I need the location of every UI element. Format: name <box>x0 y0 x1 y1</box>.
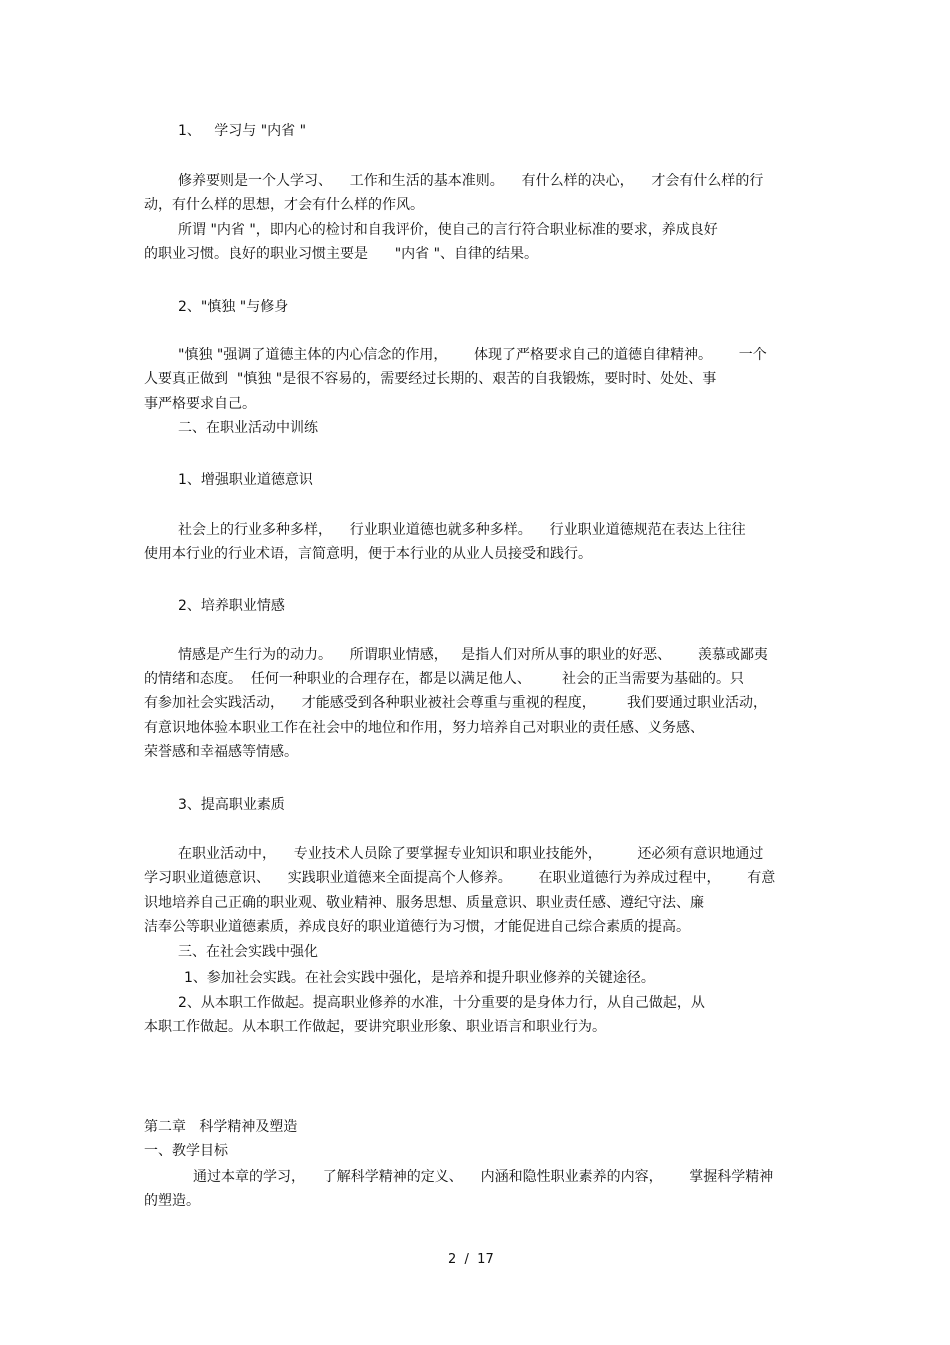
paragraph-line: 使用本行业的行业术语，言简意明，便于本行业的从业人员接受和践行。 <box>144 546 592 562</box>
paragraph-line: "慎独 "强调了道德主体的内心信念的作用， 体现了严格要求自己的道德自律精神。 一个 <box>178 347 767 363</box>
paragraph-line: 学习职业道德意识、 实践职业道德来全面提高个人修养。 在职业道德行为养成过程中， 有意 <box>144 870 776 886</box>
section-heading: 三、在社会实践中强化 <box>178 944 318 960</box>
heading-introspection: 1、 学习与 "内省 " <box>178 123 307 139</box>
subheading: 2、培养职业情感 <box>178 598 285 614</box>
paragraph-line: 社会上的行业多种多样， 行业职业道德也就多种多样。 行业职业道德规范在表达上往往 <box>178 522 746 538</box>
paragraph-line: 事严格要求自己。 <box>144 396 256 412</box>
paragraph-line: 的情绪和态度。 任何一种职业的合理存在，都是以满足他人、 社会的正当需要为基础的。只 <box>144 671 745 687</box>
subheading: 3、提高职业素质 <box>178 797 285 813</box>
paragraph-line: 所谓 "内省 "，即内心的检讨和自我评价，使自己的言行符合职业标准的要求，养成良好 <box>178 222 718 238</box>
paragraph-line: 的塑造。 <box>144 1193 200 1209</box>
paragraph-line: 动，有什么样的思想，才会有什么样的作风。 <box>144 197 424 213</box>
paragraph-line: 荣誉感和幸福感等情感。 <box>144 744 298 760</box>
paragraph-line: 通过本章的学习， 了解科学精神的定义、 内涵和隐性职业素养的内容， 掌握科学精神 <box>193 1169 774 1185</box>
paragraph-line: 在职业活动中， 专业技术人员除了要掌握专业知识和职业技能外， 还必须有意识地通过 <box>178 846 764 862</box>
paragraph-line: 1、参加社会实践。在社会实践中强化，是培养和提升职业修养的关键途径。 <box>184 970 655 986</box>
paragraph-line: 识地培养自己正确的职业观、敬业精神、服务思想、质量意识、职业责任感、遵纪守法、廉 <box>144 895 704 911</box>
subheading: 1、增强职业道德意识 <box>178 472 313 488</box>
paragraph-line: 洁奉公等职业道德素质，养成良好的职业道德行为习惯，才能促进自己综合素质的提高。 <box>144 919 690 935</box>
paragraph-line: 人要真正做到 "慎独 "是很不容易的，需要经过长期的、艰苦的自我锻炼，要时时、处处、事 <box>144 371 717 387</box>
paragraph-line: 有参加社会实践活动， 才能感受到各种职业被社会尊重与重视的程度， 我们要通过职业活动， <box>144 695 767 711</box>
paragraph-line: 有意识地体验本职业工作在社会中的地位和作用，努力培养自己对职业的责任感、义务感、 <box>144 720 704 736</box>
paragraph-line: 2、从本职工作做起。提高职业修养的水准，十分重要的是身体力行，从自己做起，从 <box>178 995 705 1011</box>
heading-self-discipline: 2、"慎独 "与修身 <box>178 299 289 315</box>
chapter-title: 第二章 科学精神及塑造 <box>144 1119 298 1135</box>
paragraph-line: 修养要则是一个人学习、 工作和生活的基本准则。 有什么样的决心， 才会有什么样的行 <box>178 173 764 189</box>
section-heading: 二、在职业活动中训练 <box>178 420 318 436</box>
page-number: 2 / 17 <box>448 1252 494 1267</box>
paragraph-line: 的职业习惯。良好的职业习惯主要是 "内省 "、自律的结果。 <box>144 246 539 262</box>
paragraph-line: 本职工作做起。从本职工作做起，要讲究职业形象、职业语言和职业行为。 <box>144 1019 606 1035</box>
section-heading: 一、教学目标 <box>144 1143 228 1159</box>
paragraph-line: 情感是产生行为的动力。 所谓职业情感， 是指人们对所从事的职业的好恶、 羡慕或鄙夷 <box>178 647 768 663</box>
